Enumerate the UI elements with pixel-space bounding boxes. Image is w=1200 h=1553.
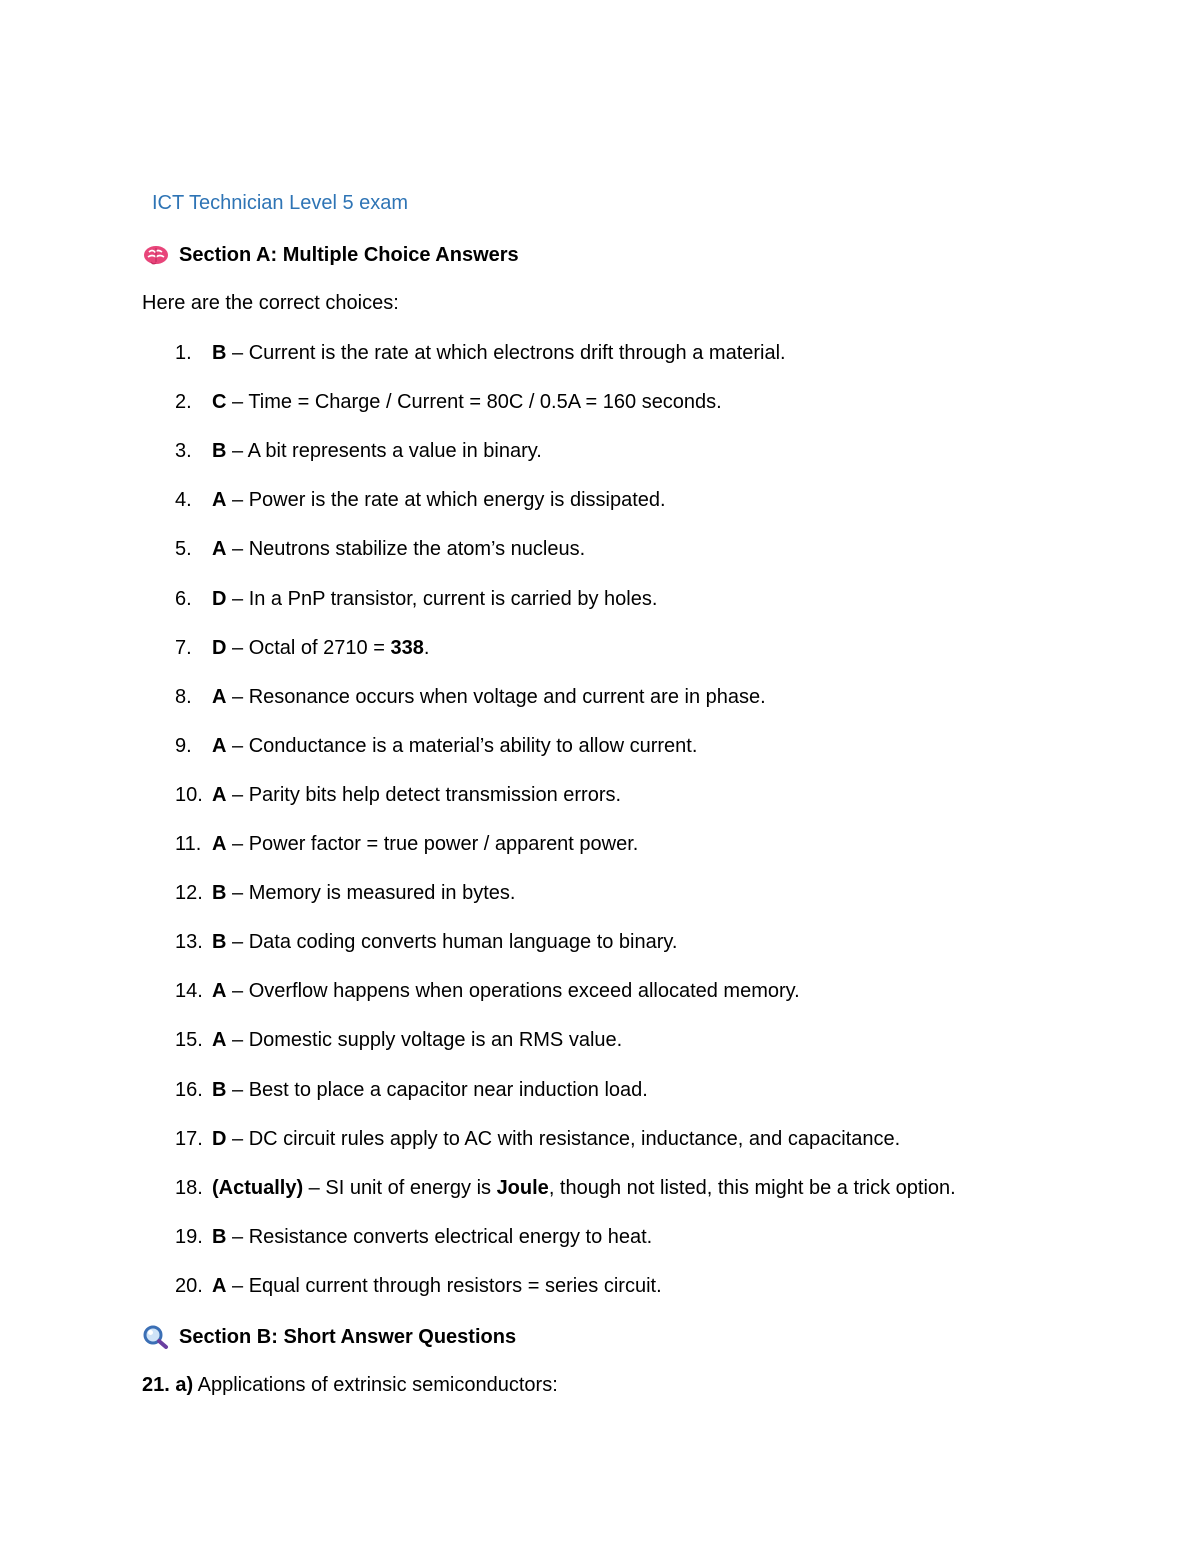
answer-item xyxy=(175,931,677,954)
answer-number: 19. xyxy=(175,1226,203,1248)
answer-number: 13. xyxy=(175,931,203,953)
answer-number: 8. xyxy=(175,686,192,708)
answer-letter: A xyxy=(212,686,227,708)
answer-number: 3. xyxy=(175,440,192,462)
answer-letter: A xyxy=(212,489,227,511)
answer-item xyxy=(175,588,657,611)
answer-item xyxy=(175,538,585,561)
answer-letter: A xyxy=(212,1275,227,1297)
answer-number: 12. xyxy=(175,882,203,904)
answer-item xyxy=(175,1079,648,1102)
answer-text: – Power is the rate at which energy is dissipated. xyxy=(226,489,666,511)
answer-letter: C xyxy=(212,391,227,413)
document-title: ICT Technician Level 5 exam xyxy=(152,192,409,214)
answer-emphasis: Joule xyxy=(496,1177,549,1199)
answer-text: – Equal current through resistors = series circuit. xyxy=(226,1275,662,1297)
answer-text: – Current is the rate at which electrons drift through a material. xyxy=(226,342,786,364)
answer-item xyxy=(175,1226,652,1249)
answer-letter: B xyxy=(212,1079,227,1101)
section-a-heading xyxy=(143,243,519,267)
answer-letter: (Actually) xyxy=(212,1177,304,1199)
answer-item xyxy=(175,637,429,660)
answer-text: – In a PnP transistor, current is carried by holes. xyxy=(226,588,658,610)
answer-number: 9. xyxy=(175,735,192,757)
answer-item xyxy=(175,1029,622,1052)
answer-text: – Domestic supply voltage is an RMS value. xyxy=(226,1029,623,1051)
answer-item xyxy=(175,735,697,758)
answer-text: – Parity bits help detect transmission errors. xyxy=(226,784,622,806)
answer-text: – Octal of 2710 = xyxy=(226,637,391,659)
answer-number: 15. xyxy=(175,1029,203,1051)
answer-letter: A xyxy=(212,538,227,560)
section-b-heading xyxy=(143,1325,516,1349)
answer-number: 20. xyxy=(175,1275,203,1297)
answer-text: – SI unit of energy is xyxy=(303,1177,497,1199)
answer-text: – Resistance converts electrical energy to heat. xyxy=(226,1226,653,1248)
answer-item xyxy=(175,489,666,512)
answer-text-tail: , though not listed, this might be a trick option. xyxy=(548,1177,956,1199)
answer-number: 16. xyxy=(175,1079,203,1101)
answer-item xyxy=(175,342,786,365)
answer-text: – A bit represents a value in binary. xyxy=(226,440,542,462)
answer-text: – Conductance is a material’s ability to allow current. xyxy=(226,735,698,757)
answer-text: – Neutrons stabilize the atom’s nucleus. xyxy=(226,538,586,560)
answer-number: 10. xyxy=(175,784,203,806)
answer-number: 2. xyxy=(175,391,192,413)
answer-item xyxy=(175,784,621,807)
answer-letter: B xyxy=(212,440,227,462)
answer-item xyxy=(175,833,638,856)
answer-letter: A xyxy=(212,980,227,1002)
answer-number: 18. xyxy=(175,1177,203,1199)
answer-number: 6. xyxy=(175,588,192,610)
answer-letter: A xyxy=(212,1029,227,1051)
question-21-label: 21. a) xyxy=(142,1374,194,1396)
answer-text: – Power factor = true power / apparent power. xyxy=(226,833,639,855)
answer-item xyxy=(175,1128,900,1151)
answer-item xyxy=(175,440,542,463)
answer-number: 5. xyxy=(175,538,192,560)
answer-item xyxy=(175,882,515,905)
answer-letter: B xyxy=(212,882,227,904)
answer-letter: A xyxy=(212,784,227,806)
answer-number: 17. xyxy=(175,1128,203,1150)
answer-number: 14. xyxy=(175,980,203,1002)
section-a-title: Section A: Multiple Choice Answers xyxy=(179,243,519,266)
answer-text: – Time = Charge / Current = 80C / 0.5A = 160 seconds. xyxy=(226,391,722,413)
question-21-text: Applications of extrinsic semiconductors: xyxy=(193,1374,558,1396)
answer-text: – DC circuit rules apply to AC with resistance, inductance, and capacitance. xyxy=(226,1128,901,1150)
answer-text: – Best to place a capacitor near induction load. xyxy=(226,1079,648,1101)
question-21 xyxy=(142,1374,558,1397)
answer-item xyxy=(175,980,800,1003)
answer-number: 7. xyxy=(175,637,192,659)
answer-letter: D xyxy=(212,1128,227,1150)
answer-emphasis: 338 xyxy=(390,637,424,659)
answer-number: 4. xyxy=(175,489,192,511)
intro-text: Here are the correct choices: xyxy=(142,292,399,314)
answer-letter: A xyxy=(212,833,227,855)
answer-text: – Memory is measured in bytes. xyxy=(226,882,516,904)
answer-item xyxy=(175,686,766,709)
answer-item xyxy=(175,391,722,414)
answer-number: 11. xyxy=(175,833,202,855)
answer-letter: B xyxy=(212,342,227,364)
answer-text: – Resonance occurs when voltage and current are in phase. xyxy=(226,686,766,708)
answer-item xyxy=(175,1275,662,1298)
answer-letter: B xyxy=(212,1226,227,1248)
answer-text-tail: . xyxy=(423,637,430,659)
magnifying-glass-icon xyxy=(143,1325,169,1349)
answer-text: – Overflow happens when operations exceed allocated memory. xyxy=(226,980,800,1002)
answer-letter: A xyxy=(212,735,227,757)
answer-letter: D xyxy=(212,637,227,659)
section-b-title: Section B: Short Answer Questions xyxy=(179,1325,517,1348)
brain-icon xyxy=(143,243,169,267)
answer-letter: B xyxy=(212,931,227,953)
answer-text: – Data coding converts human language to binary. xyxy=(226,931,678,953)
answer-item xyxy=(175,1177,956,1200)
answer-letter: D xyxy=(212,588,227,610)
answer-number: 1. xyxy=(175,342,192,364)
